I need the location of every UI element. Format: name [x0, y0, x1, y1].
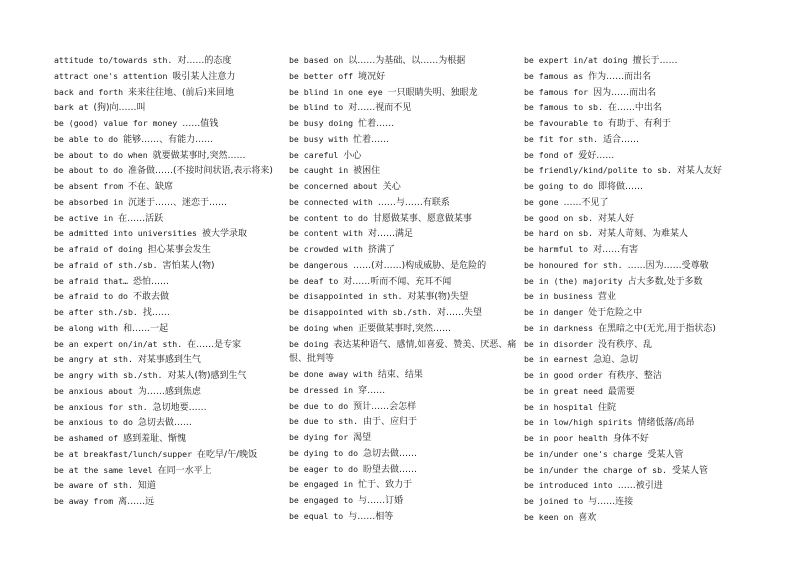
phrase-entry	[524, 384, 754, 400]
phrase-column-3	[524, 53, 754, 526]
phrase-text: be going to do	[524, 181, 594, 191]
phrase-text: be concerned about	[289, 181, 378, 191]
phrase-meaning: ……被引进	[617, 481, 663, 492]
phrase-meaning: 对……的态度	[177, 56, 232, 66]
phrase-text: be equal to	[289, 510, 344, 521]
phrase-text: be doing	[289, 338, 329, 349]
phrase-entry	[54, 384, 284, 400]
phrase-column-1	[54, 53, 284, 510]
phrase-meaning: 盼望去做……	[363, 464, 418, 475]
phrase-entry	[289, 85, 519, 101]
phrase-meaning: 担心某事会发生	[147, 245, 211, 255]
phrase-meaning: 在……是专家	[187, 339, 242, 350]
phrase-entry	[289, 477, 519, 493]
phrase-meaning: 和……一起	[123, 323, 169, 334]
phrase-text: be deaf to	[289, 275, 339, 286]
phrase-meaning: ……(对……)构成威胁、是危险的	[353, 260, 487, 271]
phrase-meaning: 身体不好	[612, 434, 649, 444]
phrase-text: be due to do	[289, 400, 349, 411]
phrase-text: be content with	[289, 228, 363, 239]
phrase-entry	[289, 430, 519, 446]
phrase-entry	[54, 431, 284, 447]
phrase-text: be in darkness	[524, 322, 594, 333]
phrase-meaning: 小心	[343, 150, 362, 161]
phrase-text: be careful	[289, 149, 339, 160]
phrase-text: be eager to do	[289, 463, 359, 474]
phrase-text: be expert in/at doing	[524, 55, 628, 65]
phrase-text: be dressed in	[289, 384, 354, 395]
phrase-meaning: ……与……有联系	[377, 197, 450, 208]
phrase-entry	[524, 258, 754, 274]
phrase-text: be joined to	[524, 496, 584, 506]
phrase-entry	[289, 148, 519, 164]
phrase-entry	[54, 195, 284, 211]
phrase-meaning: 作为……而出名	[588, 71, 652, 82]
phrase-entry	[289, 69, 519, 85]
phrase-entry	[289, 116, 519, 132]
phrase-text: attract one's attention	[54, 70, 168, 81]
phrase-meaning: 有助于、有利于	[607, 119, 671, 129]
phrase-entry	[524, 148, 754, 164]
phrase-text: be fit for sth.	[524, 133, 598, 144]
phrase-meaning: 在同一水平上	[157, 465, 212, 476]
phrase-text: be famous for	[524, 86, 589, 97]
phrase-entry	[54, 368, 284, 384]
phrase-text: be disappointed with sb./sth.	[289, 307, 432, 317]
phrase-entry	[524, 321, 754, 337]
phrase-meaning: 在……中出名	[607, 103, 662, 114]
phrase-meaning: 对某事感到生气	[137, 355, 201, 366]
phrase-text: be based on	[289, 55, 344, 65]
phrase-meaning: 吸引某人注意力	[172, 71, 236, 82]
phrase-text: be doing when	[289, 322, 354, 333]
phrase-entry	[289, 321, 519, 337]
phrase-meaning: 情绪低落/高昂	[637, 418, 695, 429]
phrase-entry	[54, 321, 284, 337]
phrase-entry	[54, 100, 284, 116]
phrase-entry	[524, 100, 754, 116]
phrase-meaning: 被困住	[353, 166, 381, 177]
phrase-text: be disappointed in sth.	[289, 291, 403, 302]
phrase-meaning: 对某事(物)失望	[407, 292, 469, 303]
phrase-meaning: 恐怕……	[132, 276, 169, 287]
phrase-entry	[54, 337, 284, 353]
phrase-text: be in hospital	[524, 401, 594, 412]
phrase-entry	[524, 478, 754, 494]
phrase-entry	[54, 85, 284, 101]
phrase-text: be dying for	[289, 432, 349, 442]
phrase-entry	[54, 352, 284, 368]
phrase-meaning: 知道	[137, 481, 156, 492]
phrase-text: be connected with	[289, 196, 373, 207]
phrase-text: be done away with	[289, 369, 373, 379]
phrase-entry	[524, 53, 754, 69]
phrase-text: be absent from	[54, 181, 124, 191]
phrase-meaning: 受某人管	[647, 449, 684, 460]
phrase-meaning: 忙着……	[358, 119, 395, 129]
phrase-text: be good on sb.	[524, 212, 594, 223]
phrase-meaning: 在吃早/午/晚饭	[197, 449, 258, 460]
phrase-entry	[524, 305, 754, 321]
phrase-meaning: 对某人好	[598, 213, 635, 224]
phrase-meaning: 甘愿做某事、愿意做某事	[372, 213, 472, 224]
phrase-entry	[289, 509, 519, 525]
phrase-entry	[524, 400, 754, 416]
phrase-meaning: 表达某种语气、感情,如喜爱、赞美、厌恶、痛恨、批判等	[289, 339, 517, 365]
phrase-text: be keen on	[524, 511, 574, 522]
phrase-text: be about to do when	[54, 149, 148, 160]
phrase-meaning: 住院	[598, 402, 617, 413]
phrase-entry	[54, 415, 284, 431]
phrase-text: be in low/high spirits	[524, 417, 633, 428]
phrase-entry	[289, 132, 519, 148]
phrase-text: be famous as	[524, 70, 584, 81]
phrase-meaning: 营业	[598, 292, 617, 303]
phrase-entry	[524, 447, 754, 463]
phrase-text: be after sth./sb.	[54, 307, 138, 317]
phrase-text: be afraid that…	[54, 275, 128, 286]
phrase-meaning: 因为……而出名	[593, 87, 657, 98]
phrase-text: be ashamed of	[54, 433, 119, 443]
phrase-text: be content to do	[289, 212, 368, 223]
phrase-entry	[54, 116, 284, 132]
phrase-meaning: 在黑暗之中(无光,用于指状态)	[598, 323, 716, 334]
phrase-text: be afraid of sth./sb.	[54, 259, 158, 270]
phrase-text: be harmful to	[524, 244, 589, 254]
phrase-meaning: 急切去做……	[137, 418, 192, 429]
phrase-meaning: 穿……	[358, 385, 386, 396]
phrase-meaning: 适合……	[602, 134, 639, 145]
phrase-text: be in poor health	[524, 433, 608, 443]
phrase-meaning: 对……听而不闻、充耳不闻	[343, 276, 452, 287]
phrase-text: be in disorder	[524, 338, 594, 349]
phrase-text: be introduced into	[524, 480, 613, 491]
phrase-meaning: 由于、应归于	[363, 417, 418, 428]
phrase-entry	[54, 447, 284, 463]
phrase-text: be anxious about	[54, 385, 133, 396]
phrase-entry	[524, 352, 754, 368]
phrase-meaning: 擅长于……	[632, 56, 678, 66]
phrase-text: be blind to	[289, 102, 344, 113]
phrase-text: be along with	[54, 322, 119, 333]
phrase-text: be due to sth.	[289, 416, 359, 427]
phrase-entry	[54, 53, 284, 69]
phrase-meaning: 境况好	[358, 71, 386, 82]
phrase-meaning: 忙于、致力于	[358, 480, 413, 491]
phrase-meaning: (狗)向……叫	[93, 103, 146, 114]
phrase-text: be in/under one's charge	[524, 448, 643, 459]
phrase-meaning: 即将做……	[598, 182, 644, 192]
phrase-entry	[524, 116, 754, 132]
phrase-entry	[54, 132, 284, 148]
phrase-entry	[524, 69, 754, 85]
phrase-meaning: 占大多数,处于多数	[627, 276, 703, 287]
phrase-text: be afraid to do	[54, 291, 128, 302]
phrase-entry	[289, 289, 519, 305]
phrase-meaning: 离……远	[118, 497, 155, 507]
phrase-meaning: 来来往往地、(前后)来回地	[128, 87, 235, 98]
phrase-meaning: 以……为基础、以……为根据	[348, 56, 466, 66]
phrase-meaning: 能够……、有能力……	[123, 134, 214, 145]
phrase-meaning: 与……相等	[348, 511, 394, 522]
phrase-entry	[54, 242, 284, 258]
phrase-entry	[524, 179, 754, 195]
phrase-meaning: 不敢去做	[132, 292, 169, 303]
phrase-entry	[524, 510, 754, 526]
phrase-entry	[54, 494, 284, 510]
phrase-text: be busy doing	[289, 118, 354, 128]
phrase-meaning: 对……视而不见	[348, 103, 412, 114]
phrase-meaning: 害怕某人(物)	[162, 260, 215, 271]
phrase-entry	[54, 289, 284, 305]
phrase-meaning: 为……感到焦虑	[137, 386, 201, 397]
phrase-meaning: 急切去做……	[363, 448, 418, 459]
phrase-text: be in/under the charge of sb.	[524, 464, 667, 475]
phrase-entry	[54, 69, 284, 85]
phrase-meaning: 有秩序、整洁	[607, 371, 662, 381]
phrase-text: be fond of	[524, 149, 574, 160]
phrase-meaning: 挤满了	[367, 245, 395, 255]
phrase-text: be at breakfast/lunch/supper	[54, 448, 193, 459]
phrase-text: be in danger	[524, 307, 584, 317]
phrase-entry	[289, 258, 519, 274]
phrase-entry	[289, 242, 519, 258]
phrase-entry	[524, 431, 754, 447]
phrase-entry	[524, 163, 754, 179]
phrase-text: be engaged to	[289, 495, 354, 505]
phrase-text: be absorbed in	[54, 196, 124, 207]
phrase-entry	[54, 258, 284, 274]
phrase-entry	[524, 132, 754, 148]
phrase-meaning: ……不见了	[563, 197, 609, 208]
phrase-text: be honoured for sth.	[524, 259, 623, 270]
phrase-text: be active in	[54, 212, 114, 223]
phrase-text: be dying to do	[289, 447, 359, 458]
phrase-text: be gone	[524, 196, 559, 207]
phrase-meaning: 对……有害	[593, 245, 639, 255]
phrase-text: be in (the) majority	[524, 275, 623, 286]
phrase-text: be dangerous	[289, 259, 349, 270]
phrase-meaning: 对……满足	[367, 229, 413, 240]
phrase-meaning: 就要做某事时,突然……	[152, 150, 246, 161]
phrase-entry	[54, 478, 284, 494]
phrase-entry	[289, 179, 519, 195]
phrase-meaning: 处于危险之中	[588, 308, 643, 318]
phrase-text: be at the same level	[54, 464, 153, 475]
phrase-meaning: 沉迷于……、迷恋于……	[128, 197, 228, 208]
phrase-entry	[524, 85, 754, 101]
phrase-entry	[54, 305, 284, 321]
phrase-entry	[524, 242, 754, 258]
phrase-entry	[289, 493, 519, 509]
phrase-entry	[524, 226, 754, 242]
phrase-entry	[54, 148, 284, 164]
phrase-text: be in good order	[524, 370, 603, 380]
phrase-text: be busy with	[289, 133, 349, 144]
phrase-entry	[289, 462, 519, 478]
phrase-entry	[524, 337, 754, 353]
phrase-text: be in business	[524, 291, 594, 302]
phrase-meaning: ……值钱	[182, 119, 219, 129]
phrase-meaning: 喜欢	[578, 512, 597, 523]
phrase-meaning: 对某人苛刻、为难某人	[598, 229, 689, 240]
phrase-entry	[54, 463, 284, 479]
phrase-entry	[289, 53, 519, 69]
phrase-meaning: 关心	[382, 182, 401, 192]
phrase-column-2	[289, 53, 519, 525]
phrase-text: be an expert on/in/at sth.	[54, 338, 183, 349]
phrase-meaning: 受某人管	[671, 465, 708, 476]
phrase-text: attitude to/towards sth.	[54, 55, 173, 65]
phrase-entry	[289, 337, 519, 368]
phrase-entry	[289, 163, 519, 179]
phrase-text: be friendly/kind/polite to sb.	[524, 165, 672, 176]
phrase-meaning: 渴望	[353, 433, 372, 443]
phrase-meaning: ……因为……受尊敬	[627, 260, 709, 271]
phrase-entry	[289, 383, 519, 399]
phrase-entry	[289, 100, 519, 116]
phrase-meaning: 最需要	[607, 386, 635, 397]
phrase-entry	[289, 305, 519, 321]
phrase-entry	[289, 211, 519, 227]
phrase-entry	[289, 367, 519, 383]
phrase-meaning: 不在、缺席	[128, 182, 174, 192]
phrase-meaning: 与……连接	[588, 497, 634, 507]
phrase-meaning: 急切地要……	[152, 402, 207, 413]
phrase-entry	[289, 274, 519, 290]
phrase-entry	[289, 195, 519, 211]
phrase-text: be angry with sb./sth.	[54, 370, 163, 380]
phrase-meaning: 被大学录取	[201, 229, 247, 240]
phrase-meaning: 没有秩序、乱	[598, 339, 653, 350]
phrase-meaning: 感到羞耻、惭愧	[123, 434, 187, 444]
phrase-entry	[54, 400, 284, 416]
phrase-meaning: 对某人(物)感到生气	[167, 371, 247, 381]
phrase-entry	[524, 368, 754, 384]
phrase-entry	[54, 211, 284, 227]
phrase-entry	[54, 226, 284, 242]
phrase-text: be anxious for sth.	[54, 401, 148, 412]
phrase-text: be caught in	[289, 165, 349, 176]
phrase-entry	[524, 415, 754, 431]
phrase-entry	[289, 414, 519, 430]
phrase-text: be hard on sb.	[524, 228, 594, 239]
phrase-entry	[524, 274, 754, 290]
phrase-meaning: 忙着……	[353, 134, 390, 145]
phrase-meaning: 在……活跃	[118, 213, 164, 224]
phrase-text: be in great need	[524, 385, 603, 396]
phrase-entry	[289, 226, 519, 242]
phrase-entry	[54, 163, 284, 179]
phrase-text: be crowded with	[289, 244, 363, 254]
phrase-text: be able to do	[54, 133, 119, 144]
phrase-text: be admitted into universities	[54, 228, 197, 239]
phrase-entry	[289, 399, 519, 415]
phrase-text: be favourable to	[524, 118, 603, 128]
phrase-entry	[524, 195, 754, 211]
phrase-text: be afraid of doing	[54, 244, 143, 254]
phrase-text: be about to do	[54, 165, 124, 176]
phrase-entry	[54, 179, 284, 195]
phrase-meaning: 对……失望	[436, 308, 482, 318]
phrase-meaning: 对某人友好	[676, 166, 722, 177]
phrase-meaning: 准备做……(不接时间状语,表示将来)	[128, 166, 273, 177]
phrase-text: be engaged in	[289, 479, 354, 490]
phrase-text: be away from	[54, 496, 114, 506]
phrase-text: be in earnest	[524, 354, 589, 365]
phrase-text: be anxious to do	[54, 417, 133, 428]
phrase-text: back and forth	[54, 86, 124, 97]
phrase-meaning: 找……	[142, 308, 170, 318]
phrase-meaning: 爱好……	[578, 150, 615, 161]
phrase-text: be better off	[289, 70, 354, 81]
phrase-text: be angry at sth.	[54, 354, 133, 365]
phrase-meaning: 预计……会怎样	[353, 401, 417, 412]
phrase-text: be (good) value for money	[54, 118, 178, 128]
phrase-meaning: 结束、结果	[377, 370, 423, 380]
phrase-meaning: 正要做某事时,突然……	[358, 323, 451, 334]
phrase-entry	[289, 446, 519, 462]
phrase-meaning: 急迫、急切	[593, 355, 639, 366]
phrase-text: be famous to sb.	[524, 102, 603, 113]
phrase-text: be aware of sth.	[54, 480, 133, 491]
phrase-meaning: 与……订婚	[358, 496, 404, 506]
phrase-text: bark at	[54, 102, 89, 113]
phrase-entry	[54, 274, 284, 290]
phrase-entry	[524, 289, 754, 305]
phrase-entry	[524, 494, 754, 510]
phrase-text: be blind in one eye	[289, 86, 383, 97]
phrase-entry	[524, 463, 754, 479]
phrase-entry	[524, 211, 754, 227]
phrase-meaning: 一只眼睛失明、独眼龙	[387, 87, 478, 98]
